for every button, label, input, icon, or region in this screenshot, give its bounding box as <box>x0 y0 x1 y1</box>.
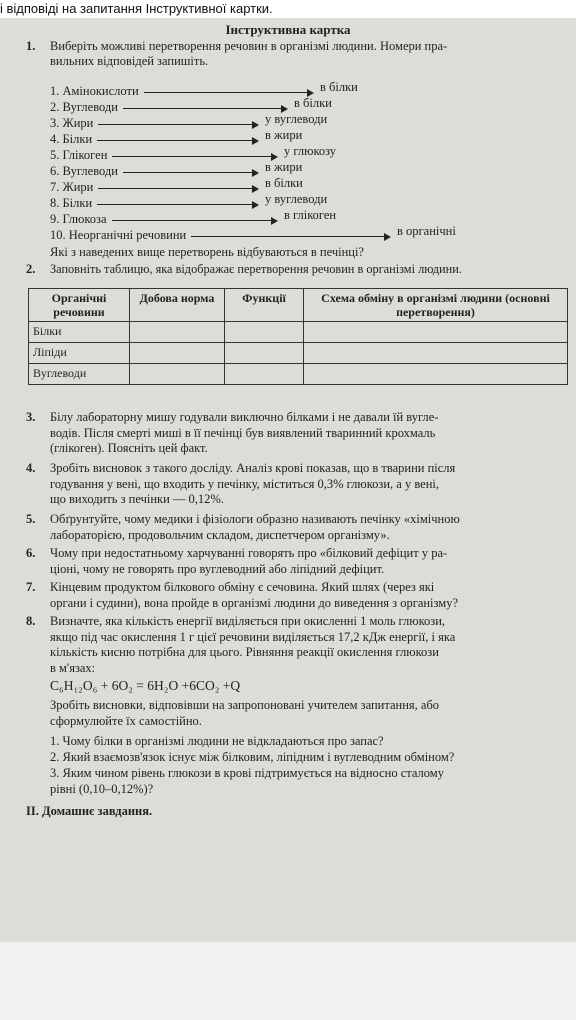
q1-number: 1. <box>26 39 36 53</box>
question-number: 7. <box>26 580 36 594</box>
homework-heading: II. Домашнє завдання. <box>26 804 153 818</box>
question-text: Зробіть висновок з такого досліду. Аналіз крові показав, що в тварини після годування у вені, що входить у печінку, міститься 0,3% глюкози, а у вені, що виходить з печінки — 0,12%. <box>50 461 456 507</box>
conclusion-text: Зробіть висновки, відповівши на запропоновані учителем запитання, або сформулюйте їх самостійно. <box>50 698 440 728</box>
question-text: Визначте, яка кількість енергії виділяється при окисленні 1 моль глюкози, якщо під час окислення 1 г цієї речовини виділяється 17,2 кДж енергії, і яка кількість кисню потрібна для цього. Рівняння реакції окислення глюкози в м'язах: <box>50 614 456 675</box>
q1-item-label: 4. Білки <box>50 132 93 146</box>
q1-item-target: в органічні <box>397 224 456 238</box>
conclusion-item-3 <box>26 766 566 797</box>
q1-arrow-icon <box>112 220 276 221</box>
question-number: 8. <box>26 614 36 628</box>
question-number: 6. <box>26 546 36 560</box>
table-header-row <box>29 289 568 322</box>
q1-text-line1: Виберіть можливі перетворення речовин в організмі людини. Номери пра- <box>50 39 448 53</box>
question-text: Обґрунтуйте, чому медики і фізіологи образно називають печінку «хімічною лабораторією, продовольчим складом, диспетчером організму». <box>50 512 460 542</box>
q1-item-target: в білки <box>294 96 332 110</box>
table-row <box>29 322 568 343</box>
question-8 <box>26 614 566 676</box>
question-number: 3. <box>26 410 36 424</box>
question-text: Білу лабораторну мишу годували виключно білками і не давали їй вугле- водів. Після смерті миші в її печінці був виявлений тваринний крохмаль (глікоген). Поясніть цей факт. <box>50 410 439 456</box>
question-4 <box>26 461 566 508</box>
q1-arrow-icon <box>98 188 257 189</box>
q1-item-target: у вуглеводи <box>265 192 328 206</box>
q1-item-label: 8. Білки <box>50 196 93 210</box>
q1-arrow-icon <box>112 156 276 157</box>
q1-item-label: 5. Глікоген <box>50 148 108 162</box>
table-header-cell: Схема обміну в організмі людини (основні перетворення) <box>304 289 568 322</box>
q1-item-target: в білки <box>265 176 303 190</box>
table-header-cell: Добова норма <box>130 289 225 322</box>
conclusion-text: 3. Яким чином рівень глюкози в крові підтримується на відносно сталому рівні (0,10–0,12%)? <box>50 766 444 796</box>
q1-arrow-icon <box>191 236 389 237</box>
q1-arrow-icon <box>97 204 257 205</box>
question-7 <box>26 580 566 611</box>
question-text: Чому при недостатньому харчуванні говорять про «білковий дефіцит у ра- ціоні, чому не говорять про вуглеводний або ліпідний дефіцит. <box>50 546 448 576</box>
conclusion-item-2: 2. Який взаємозв'язок існує між білковим, ліпідним і вуглеводним обміном? <box>50 750 455 764</box>
q1-item-label: 10. Неорганічні речовини <box>50 228 187 242</box>
q1-arrow-icon <box>123 172 257 173</box>
q1-item-target: у глюкозу <box>284 144 337 158</box>
q1-item-target: у вуглеводи <box>265 112 328 126</box>
q1-item-label: 7. Жири <box>50 180 94 194</box>
q1-item-label: 1. Амінокислоти <box>50 84 139 98</box>
q1-arrow-icon <box>98 124 257 125</box>
q2-number: 2. <box>26 262 36 276</box>
q1-arrow-icon <box>144 92 312 93</box>
card-title: Інструктивна картка <box>225 22 351 37</box>
q1-item-label: 3. Жири <box>50 116 94 130</box>
q1-item-target: в жири <box>265 128 303 142</box>
table-row-label: Вуглеводи <box>29 364 130 385</box>
q1-item-target: в білки <box>320 80 358 94</box>
q1-item-label: 2. Вуглеводи <box>50 100 118 114</box>
metabolism-table <box>28 288 568 385</box>
question-text: Кінцевим продуктом білкового обміну є сечовина. Який шлях (через які органи і судини), вона пройде в організмі людини до виведення з організму? <box>50 580 459 610</box>
question-number: 4. <box>26 461 36 475</box>
page-footer <box>0 942 576 1020</box>
question-3 <box>26 410 566 457</box>
worksheet-photo <box>0 18 576 942</box>
q1-arrow-icon <box>97 140 257 141</box>
question-number: 5. <box>26 512 36 526</box>
table-row-label: Білки <box>29 322 130 343</box>
glucose-equation: C₆H₁₂O₆ + 6O₂ = 6H₂O +6CO₂ +Q <box>50 678 241 693</box>
q1-item-label: 6. Вуглеводи <box>50 164 118 178</box>
question-6 <box>26 546 566 577</box>
q1-arrow-icon <box>123 108 286 109</box>
conclusion-intro <box>26 698 566 729</box>
header-text: і відповіді на запитання Інструктивної картки. <box>0 0 576 18</box>
q1-followup: Які з наведених вище перетворень відбуваються в печінці? <box>50 245 364 259</box>
q1-text-line2: вильних відповідей запишіть. <box>50 54 209 68</box>
question-5 <box>26 512 566 543</box>
conclusion-item-1: 1. Чому білки в організмі людини не відкладаються про запас? <box>50 734 384 748</box>
table-header-cell: Органічні речовини <box>29 289 130 322</box>
q1-item-label: 9. Глюкоза <box>50 212 107 226</box>
q2-text: Заповніть таблицю, яка відображає перетворення речовин в організмі людини. <box>50 262 462 276</box>
table-header-cell: Функції <box>225 289 304 322</box>
table-row <box>29 343 568 364</box>
table-row <box>29 364 568 385</box>
q1-item-target: в глікоген <box>284 208 337 222</box>
q1-item-target: в жири <box>265 160 303 174</box>
table-row-label: Ліпіди <box>29 343 130 364</box>
